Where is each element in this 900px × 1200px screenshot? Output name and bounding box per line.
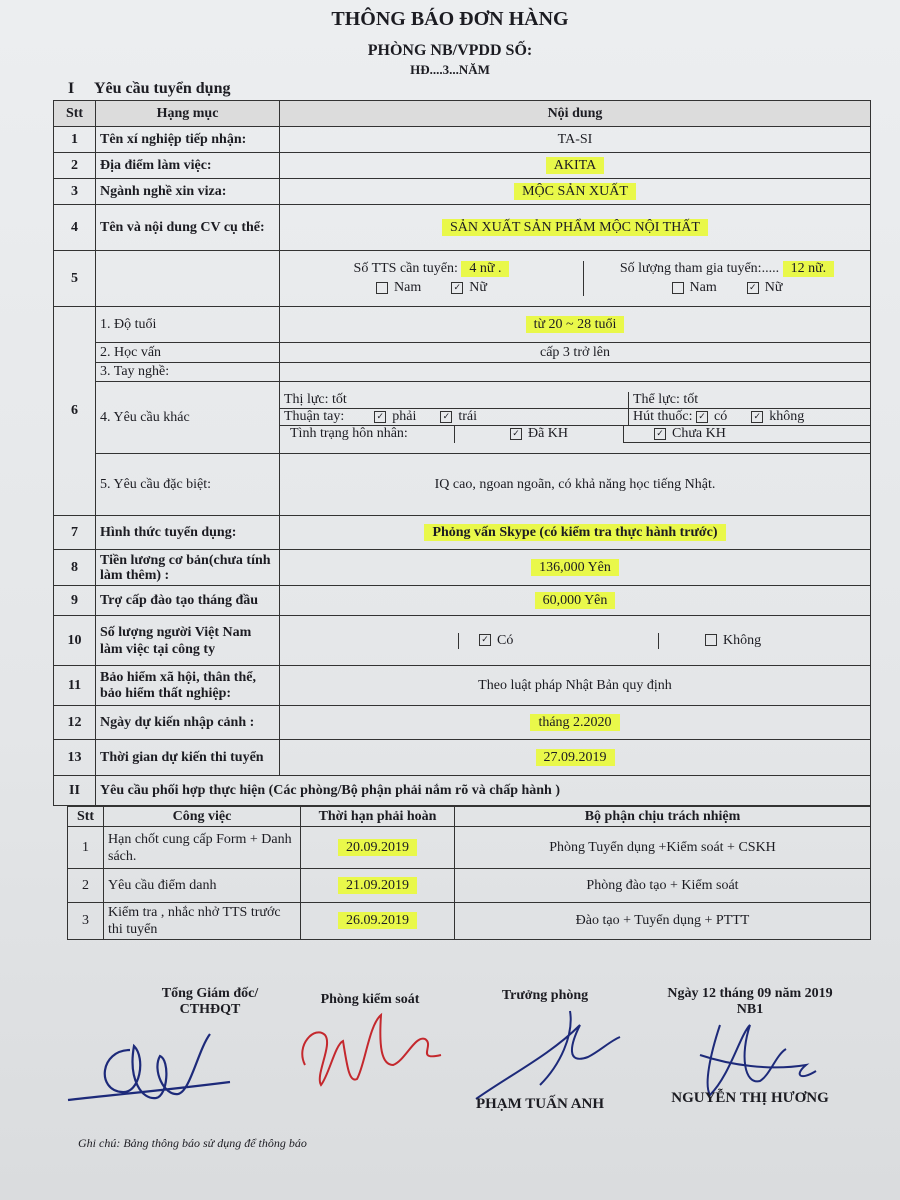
task-deadline: 26.09.2019	[338, 912, 417, 929]
vietnamese-no-label: Không	[723, 632, 762, 648]
company-value: TA-SI	[280, 127, 871, 153]
director-caption	[110, 986, 310, 1018]
row-5	[54, 251, 871, 307]
single-cell	[624, 426, 871, 443]
single-checkbox[interactable]: ✓	[654, 428, 666, 440]
vietnamese-no-cell	[659, 633, 871, 649]
other-requirements-label: 4. Yêu cầu khác	[96, 382, 280, 454]
smoke-yes-label: có	[714, 409, 728, 424]
task-stt: 1	[68, 827, 104, 869]
vietnamese-yes-cell	[459, 633, 659, 649]
female-label: Nữ	[469, 280, 487, 295]
male-label-2: Nam	[689, 280, 717, 295]
age-value: từ 20 ~ 28 tuổi	[526, 316, 625, 333]
row-label: Ngành nghề xin viza:	[96, 179, 280, 205]
exam-date-value: 27.09.2019	[536, 749, 615, 766]
handedness-label: Thuận tay:	[284, 409, 345, 424]
row-label: Bảo hiểm xã hội, thân thể, bảo hiểm thất nghiệp:	[96, 666, 280, 706]
section-1-title: Yêu cầu tuyển dụng	[94, 80, 231, 97]
row-label: Thời gian dự kiến thi tuyển	[96, 740, 280, 776]
task-deadline: 21.09.2019	[338, 877, 417, 894]
female-checkbox[interactable]: ✓	[451, 282, 463, 294]
entry-date-value: tháng 2.2020	[530, 714, 619, 731]
header-stt: Stt	[68, 807, 104, 827]
stt-cell: 4	[54, 205, 96, 251]
stt-cell: 1	[54, 127, 96, 153]
recruitment-table	[53, 100, 871, 806]
row-12	[54, 706, 871, 740]
special-requirements-label: 5. Yêu cầu đặc biệt:	[96, 454, 280, 516]
date-caption	[640, 986, 860, 1018]
education-value: cấp 3 trở lên	[280, 343, 871, 363]
department-number: PHÒNG NB/VPDD SỐ:	[367, 42, 533, 59]
marital-label: Tình trạng hôn nhân:	[280, 426, 455, 443]
row-11	[54, 666, 871, 706]
row-label: Hình thức tuyển dụng:	[96, 516, 280, 550]
header-deadline: Thời hạn phải hoàn	[301, 807, 455, 827]
control-dept-caption: Phòng kiểm soát	[320, 992, 420, 1007]
stt-cell: 11	[54, 666, 96, 706]
handedness-cell	[280, 409, 629, 426]
tts-count-value: 4 nữ .	[461, 261, 509, 277]
vietnamese-yes-checkbox[interactable]: ✓	[479, 634, 491, 646]
eyesight-value: Thị lực: tốt	[280, 392, 629, 409]
task-row	[68, 827, 871, 869]
header-task: Công việc	[104, 807, 301, 827]
section-2-heading	[54, 776, 871, 806]
director-signature	[60, 1020, 240, 1110]
row-2	[54, 153, 871, 179]
smoking-cell	[629, 409, 871, 426]
coordination-table	[67, 806, 871, 940]
row-6-skill	[54, 363, 871, 382]
stt-cell: 5	[54, 251, 96, 307]
left-hand-label: trái	[458, 409, 478, 424]
task-deadline: 20.09.2019	[338, 839, 417, 856]
task-name: Kiểm tra , nhắc nhở TTS trước thi tuyển	[104, 903, 301, 940]
nb1-name: NGUYỄN THỊ HƯƠNG	[671, 1090, 829, 1106]
special-requirements-value: IQ cao, ngoan ngoãn, có khả năng học tiếng Nhật.	[280, 454, 871, 516]
row-label: Tiền lương cơ bản(chưa tính làm thêm) :	[96, 550, 280, 586]
smoke-yes-checkbox[interactable]: ✓	[696, 411, 708, 423]
right-hand-label: phải	[392, 409, 417, 424]
empty-label-cell	[96, 251, 280, 307]
training-allowance-value: 60,000 Yên	[535, 592, 616, 609]
contract-ref: HĐ....3...NĂM	[410, 62, 490, 77]
stt-cell: 2	[54, 153, 96, 179]
task-stt: 2	[68, 869, 104, 903]
recruit-method-value: Phỏng vấn Skype (có kiểm tra thực hành trước)	[424, 524, 725, 541]
head-caption: Trưởng phòng	[501, 988, 589, 1003]
insurance-value: Theo luật pháp Nhật Bản quy định	[280, 666, 871, 706]
participants-value: 12 nữ.	[783, 261, 835, 277]
participants-cell	[584, 261, 871, 296]
stt-cell: 12	[54, 706, 96, 740]
head-signature	[470, 1005, 630, 1105]
row-label: Tên và nội dung CV cụ thể:	[96, 205, 280, 251]
task-name: Yêu cầu điểm danh	[104, 869, 301, 903]
single-label: Chưa KH	[672, 426, 726, 441]
footnote: Ghi chú: Bảng thông báo sử dụng để thông báo	[78, 1136, 307, 1150]
stt-cell: 8	[54, 550, 96, 586]
director-title: Tổng Giám đốc/	[161, 986, 259, 1001]
row-label: Địa điểm làm việc:	[96, 153, 280, 179]
stt-cell: 3	[54, 179, 96, 205]
stt-cell: 13	[54, 740, 96, 776]
control-signature	[285, 1005, 455, 1095]
stt-cell: 9	[54, 586, 96, 616]
tts-count-cell	[280, 261, 584, 296]
section-2-number: II	[54, 776, 96, 806]
row-6-age	[54, 307, 871, 343]
coordination-header-row	[68, 807, 871, 827]
row-label: Tên xí nghiệp tiếp nhận:	[96, 127, 280, 153]
task-row	[68, 869, 871, 903]
fitness-value: Thể lực: tốt	[629, 392, 871, 409]
row-13	[54, 740, 871, 776]
job-detail-value: SẢN XUẤT SẢN PHẨM MỘC NỘI THẤT	[442, 219, 708, 236]
row-10	[54, 616, 871, 666]
task-stt: 3	[68, 903, 104, 940]
row-1	[54, 127, 871, 153]
smoke-no-label: không	[769, 409, 805, 424]
smoking-label: Hút thuốc:	[633, 409, 693, 424]
age-label: 1. Độ tuổi	[96, 307, 280, 343]
skill-value	[280, 363, 871, 382]
section-1-heading	[68, 80, 230, 98]
skill-label: 3. Tay nghề:	[96, 363, 280, 382]
task-department: Phòng Tuyển dụng +Kiểm soát + CSKH	[455, 827, 871, 869]
stt-cell: 6	[54, 307, 96, 516]
education-label: 2. Học vấn	[96, 343, 280, 363]
row-6-special	[54, 454, 871, 516]
stt-cell: 7	[54, 516, 96, 550]
row-9	[54, 586, 871, 616]
row-6-education	[54, 343, 871, 363]
row-label: Ngày dự kiến nhập cảnh :	[96, 706, 280, 740]
participants-label: Số lượng tham gia tuyển:.....	[619, 261, 780, 276]
head-name: PHẠM TUẤN ANH	[475, 1096, 605, 1112]
header-stt: Stt	[54, 101, 96, 127]
row-6-other	[54, 382, 871, 454]
married-cell	[455, 426, 624, 443]
male-label: Nam	[394, 280, 422, 295]
married-label: Đã KH	[527, 426, 569, 442]
left-hand-checkbox[interactable]: ✓	[440, 411, 452, 423]
row-8	[54, 550, 871, 586]
female-checkbox-2[interactable]: ✓	[747, 282, 759, 294]
header-row	[54, 101, 871, 127]
row-label: Số lượng người Việt Nam làm việc tại công ty	[96, 616, 280, 666]
nb1-signature	[690, 1015, 830, 1100]
visa-job-value: MỘC SẢN XUẤT	[514, 183, 636, 200]
male-checkbox[interactable]	[376, 282, 388, 294]
section-1-number: I	[68, 80, 75, 97]
task-name: Hạn chốt cung cấp Form + Danh sách.	[104, 827, 301, 869]
row-4	[54, 205, 871, 251]
right-hand-checkbox[interactable]: ✓	[374, 411, 386, 423]
header-department: Bộ phận chịu trách nhiệm	[455, 807, 871, 827]
vietnamese-yes-label: Có	[497, 632, 514, 648]
location-value: AKITA	[546, 157, 604, 174]
task-department: Đào tạo + Tuyển dụng + PTTT	[455, 903, 871, 940]
female-label-2: Nữ	[764, 280, 783, 295]
vietnamese-no-checkbox[interactable]	[705, 634, 717, 646]
row-label: Trợ cấp đào tạo tháng đầu	[96, 586, 280, 616]
empty-sub-cell	[280, 633, 459, 649]
task-department: Phòng đào tạo + Kiểm soát	[455, 869, 871, 903]
row-7	[54, 516, 871, 550]
sign-date: Ngày 12 tháng 09 năm 2019	[667, 986, 833, 1001]
row-3	[54, 179, 871, 205]
section-2-title: Yêu cầu phối hợp thực hiện (Các phòng/Bộ phận phải nắm rõ và chấp hành )	[96, 776, 871, 806]
tts-count-label: Số TTS cần tuyển:	[353, 261, 458, 276]
director-subtitle: CTHĐQT	[179, 1002, 241, 1017]
header-content: Nội dung	[280, 101, 871, 127]
document-title: THÔNG BÁO ĐƠN HÀNG	[331, 8, 569, 30]
sign-dept: NB1	[736, 1002, 764, 1017]
married-checkbox[interactable]: ✓	[510, 428, 522, 440]
smoke-no-checkbox[interactable]: ✓	[751, 411, 763, 423]
task-row	[68, 903, 871, 940]
stt-cell: 10	[54, 616, 96, 666]
base-salary-value: 136,000 Yên	[531, 559, 619, 576]
male-checkbox-2[interactable]	[672, 282, 684, 294]
header-item: Hạng mục	[96, 101, 280, 127]
